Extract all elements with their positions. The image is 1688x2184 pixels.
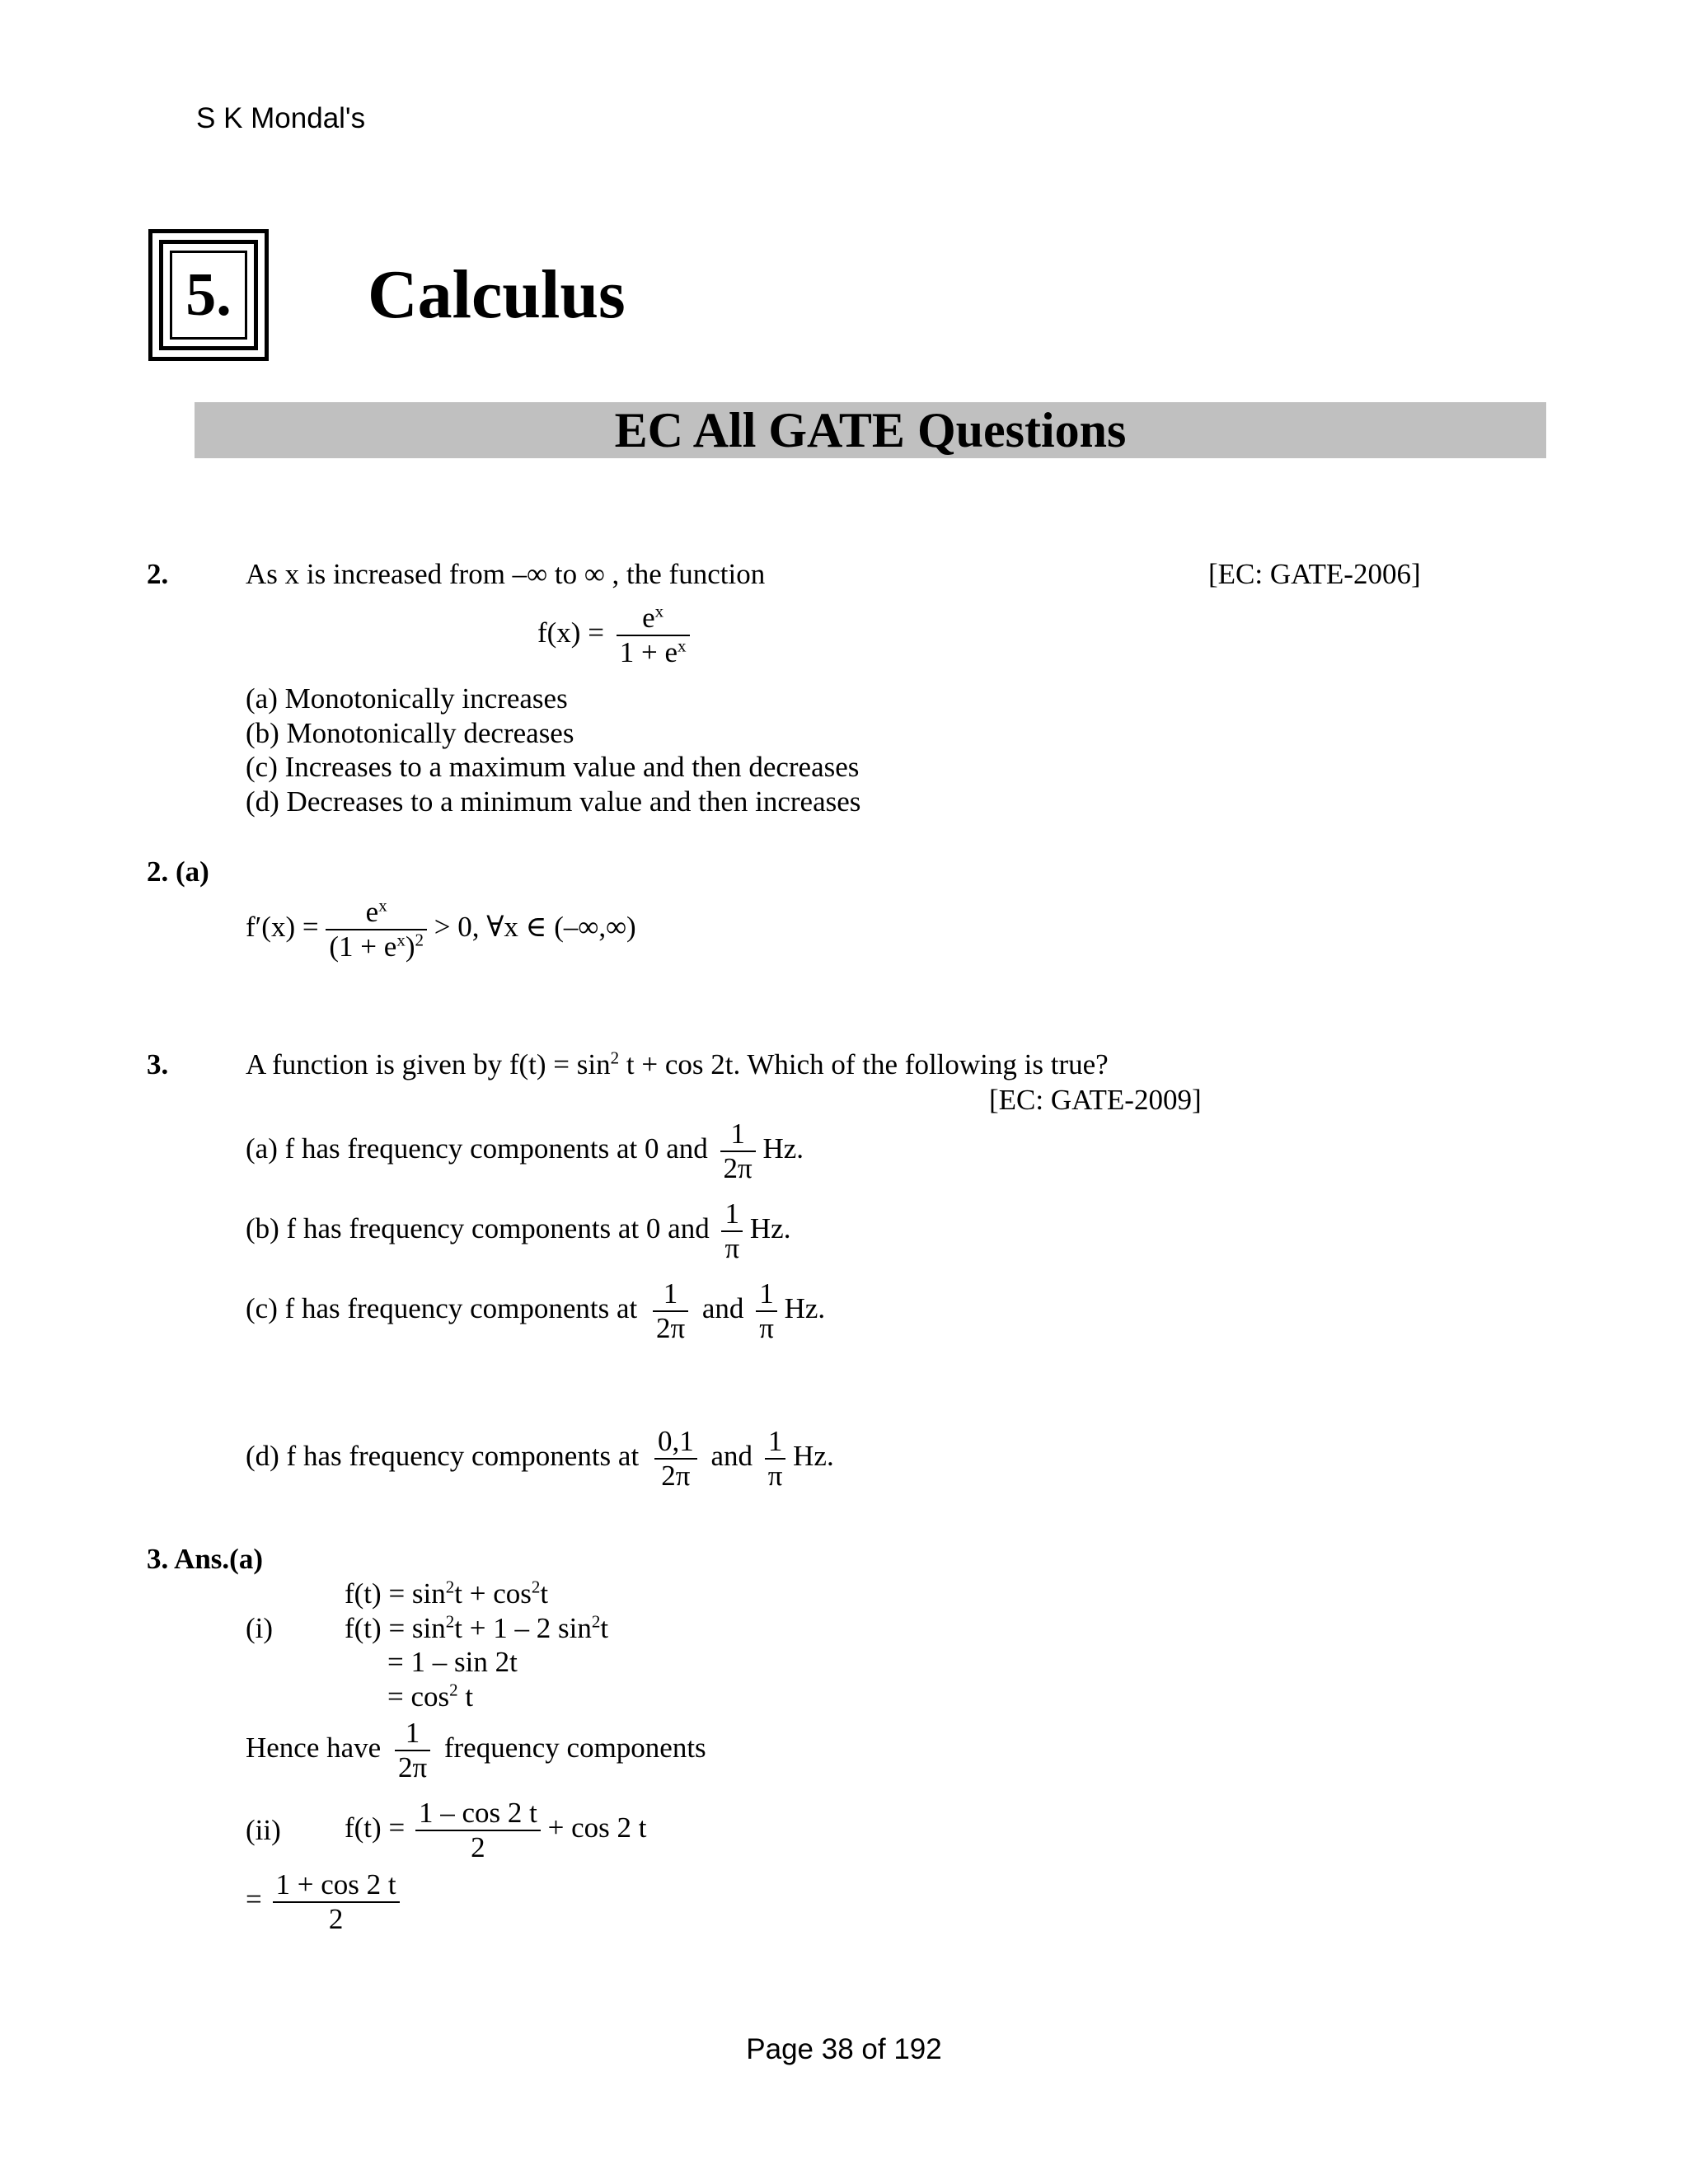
frac-denominator: 1 + e [619, 636, 678, 668]
exam-tag: [EC: GATE-2009] [989, 1084, 1202, 1116]
chapter-number: 5. [170, 251, 247, 340]
solution-line: = $\cos^2 t$ [387, 1680, 474, 1713]
solution-line: = $\frac{1 + \cos 2 t}{2}$ [246, 1868, 400, 1936]
exam-tag: [EC: GATE-2006] [1208, 558, 1421, 590]
option-c: (c) Increases to a maximum value and then decreases [246, 751, 860, 783]
roman-label: (ii) [246, 1814, 281, 1846]
option-a: (a) f has frequency components at 0 and $\frac{1}{2\pi}$ Hz. [246, 1118, 804, 1184]
function-lhs: f(x) = [537, 616, 604, 649]
derivative-lhs: f′(x) = [246, 911, 319, 944]
solution-line: $f(t) = \sin^2t + 1 - 2$ $\sin^2t$ [345, 1611, 609, 1644]
solution-line: Hence have $\frac{1}{2\pi}$ frequency components [246, 1717, 706, 1783]
question-number: 2. [147, 558, 169, 590]
frac-numerator: e [642, 602, 655, 634]
solution-line: f(t) = $\frac{1 - \cos 2 t}{2}$ + cos 2 t [345, 1797, 647, 1863]
option-c: (c) f has frequency components at $\frac{1}{2\pi}$ and $\frac{1}{\pi}$ Hz. [246, 1277, 826, 1344]
roman-label: (i) [246, 1612, 274, 1644]
option-b: (b) f has frequency components at 0 and $\frac{1}{\pi}$ Hz. [246, 1197, 791, 1264]
chapter-title: Calculus [368, 256, 626, 333]
section-banner: EC All GATE Questions [195, 402, 1546, 458]
question-number: 3. [147, 1048, 169, 1080]
option-d: (d) f has frequency components at $\frac{0,1}{2\pi}$ and $\frac{1}{\pi}$ Hz. [246, 1425, 834, 1492]
solution-line: $f(t) = \sin^2t + \cos^2t$ [345, 1577, 549, 1610]
answer-label: 2. (a) [147, 855, 209, 888]
option-a: (a) Monotonically increases [246, 682, 568, 715]
question-text: As x is increased from –∞ to ∞ , the function [246, 558, 766, 590]
option-b: (b) Monotonically decreases [246, 717, 574, 749]
derivative-rhs: > 0, ∀x ∈ (–∞,∞) [434, 911, 636, 944]
option-d: (d) Decreases to a minimum value and then increases [246, 785, 861, 818]
running-header: S K Mondal's [196, 102, 366, 134]
chapter-number-box [148, 229, 269, 361]
function-definition: f(x) = $\frac{e^x}{1 + e^x}$ [537, 602, 690, 669]
answer-derivation: f′(x) = $\frac{e^x}{(1 + e^x)^2}$ > 0, ∀x ∈ (–∞,∞) [246, 895, 636, 963]
answer-label: 3. Ans.(a) [147, 1543, 263, 1575]
question-text: A function is given by $f(t) = \sin^2 t + \cos 2t$. Which of the following is true? [246, 1047, 1109, 1080]
page-number: Page 38 of 192 [746, 2033, 942, 2065]
solution-line: = 1 – sin 2t [387, 1646, 518, 1678]
